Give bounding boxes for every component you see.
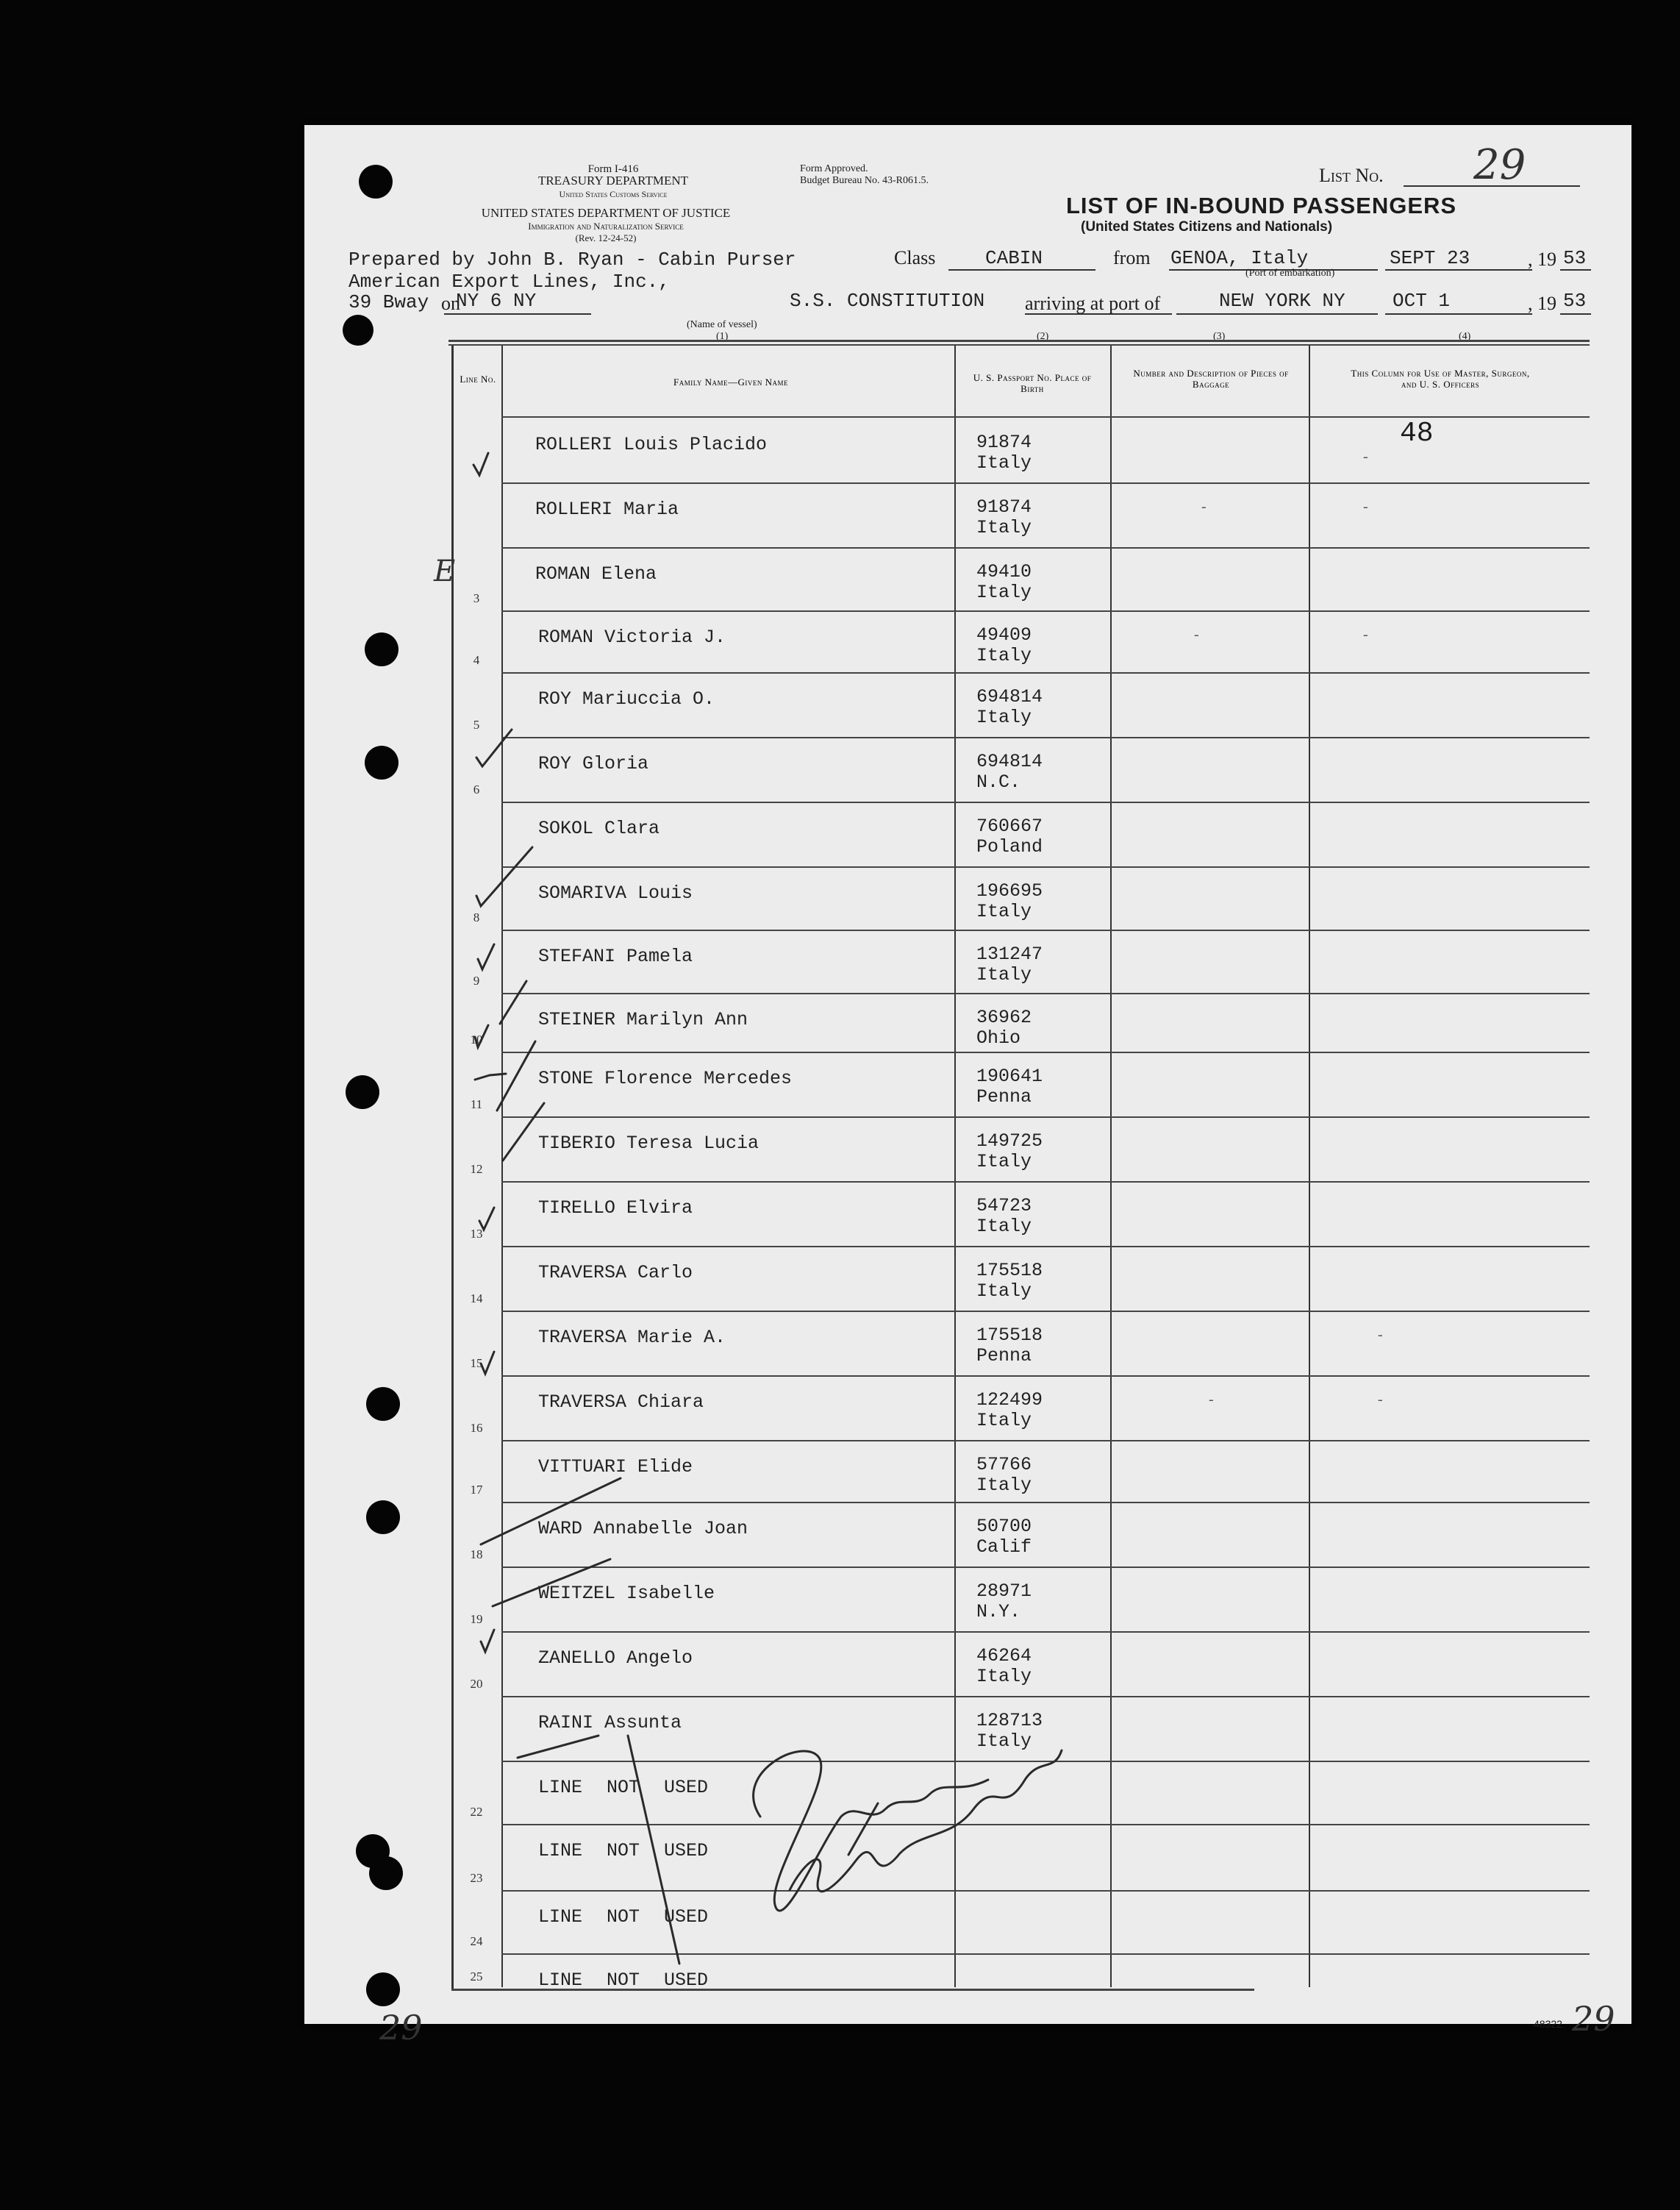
passport-number: 36962 xyxy=(976,1007,1032,1028)
officer-note: 48 xyxy=(1400,418,1434,449)
document-title: LIST OF IN-BOUND PASSENGERS xyxy=(1066,193,1457,218)
budget-bureau: Budget Bureau No. 43-R061.5. xyxy=(800,175,929,186)
ditto-dash: - xyxy=(1378,1391,1383,1408)
passport-number: 91874 xyxy=(976,432,1032,453)
passenger-name: ROLLERI Louis Placido xyxy=(535,434,768,455)
passenger-name: WARD Annabelle Joan xyxy=(538,1518,748,1539)
line-number: 13 xyxy=(470,1227,483,1241)
passenger-name: TIBERIO Teresa Lucia xyxy=(538,1133,759,1154)
passenger-name: TRAVERSA Chiara xyxy=(538,1391,704,1413)
arriving-label: arriving at port of xyxy=(1025,293,1161,314)
class-value: CABIN xyxy=(985,247,1043,269)
form-code: 48322 xyxy=(1534,2018,1562,2030)
passport-number: 190641 xyxy=(976,1066,1043,1087)
place-of-birth: N.C. xyxy=(976,771,1021,793)
ditto-dash: - xyxy=(1363,499,1368,515)
place-of-birth: Penna xyxy=(976,1086,1032,1108)
passenger-name: ROMAN Victoria J. xyxy=(538,627,726,648)
passenger-name: TRAVERSA Marie A. xyxy=(538,1327,726,1348)
line-number: 17 xyxy=(470,1483,483,1497)
col-number-3: (3) xyxy=(1213,331,1226,342)
address: NY 6 NY xyxy=(456,290,537,312)
header-officers: This Column for Use of Master, Surgeon, and U. S. Officers xyxy=(1351,368,1530,390)
customs-service: United States Customs Service xyxy=(559,189,668,199)
line-number: 22 xyxy=(470,1805,483,1819)
form-approved: Form Approved. xyxy=(800,163,868,174)
place-of-birth: Italy xyxy=(976,1216,1032,1237)
place-of-birth: Italy xyxy=(976,1280,1032,1302)
prepared-by: Prepared by John B. Ryan - Cabin Purser xyxy=(348,249,796,271)
passenger-name: SOKOL Clara xyxy=(538,818,660,839)
depart-year: 53 xyxy=(1563,247,1587,269)
arrival-date: OCT 1 xyxy=(1393,290,1451,312)
line-number: 4 xyxy=(473,653,480,667)
page-number-left: 29 xyxy=(379,2008,423,2047)
col-number-1: (1) xyxy=(716,331,729,342)
header-name: Family Name—Given Name xyxy=(673,377,788,388)
handwritten-initials: E xyxy=(434,555,456,588)
passport-number: 54723 xyxy=(976,1195,1032,1216)
line-number: 11 xyxy=(470,1097,483,1111)
document-subtitle: (United States Citizens and Nationals) xyxy=(1081,219,1333,235)
place-of-birth: Italy xyxy=(976,1666,1032,1687)
manifest-page xyxy=(304,125,1631,2047)
passport-number: 46264 xyxy=(976,1645,1032,1667)
arrival-port: NEW YORK NY xyxy=(1219,290,1345,312)
place-of-birth: Italy xyxy=(976,1730,1032,1752)
passenger-name: STEINER Marilyn Ann xyxy=(538,1009,748,1030)
line-number: 3 xyxy=(473,591,480,605)
line-number: 20 xyxy=(470,1677,483,1691)
passenger-name: SOMARIVA Louis xyxy=(538,883,693,904)
depart-year-prefix: , 19 xyxy=(1528,249,1556,270)
passport-number: 128713 xyxy=(976,1710,1043,1731)
place-of-birth: Italy xyxy=(976,964,1032,985)
passenger-name: ROY Gloria xyxy=(538,753,649,774)
place-of-birth: Italy xyxy=(976,707,1032,728)
passenger-name: TRAVERSA Carlo xyxy=(538,1262,693,1283)
ditto-dash: - xyxy=(1363,627,1368,643)
place-of-birth: Italy xyxy=(976,1475,1032,1496)
line-number: 23 xyxy=(470,1871,483,1885)
port-embark-caption: (Port of embarkation) xyxy=(1245,268,1335,279)
list-no-label: List No. xyxy=(1319,165,1384,186)
line-number: 14 xyxy=(470,1291,483,1305)
line-number: 16 xyxy=(470,1421,483,1435)
passport-number: 49409 xyxy=(976,624,1032,646)
passenger-name: STEFANI Pamela xyxy=(538,946,693,967)
passenger-name: WEITZEL Isabelle xyxy=(538,1583,715,1604)
line-number: 18 xyxy=(470,1547,483,1561)
depart-date: SEPT 23 xyxy=(1390,247,1470,269)
line-number: 15 xyxy=(470,1356,483,1370)
passport-number: 91874 xyxy=(976,496,1032,518)
line-number: 10 xyxy=(470,1033,483,1047)
passport-number: 57766 xyxy=(976,1454,1032,1475)
place-of-birth: Ohio xyxy=(976,1027,1021,1049)
line-number: 24 xyxy=(470,1934,483,1948)
ditto-dash: - xyxy=(1201,499,1207,515)
ditto-dash: - xyxy=(1378,1327,1383,1343)
place-of-birth: Penna xyxy=(976,1345,1032,1366)
passport-number: 694814 xyxy=(976,751,1043,772)
passenger-name: LINE NOT USED xyxy=(538,1840,709,1861)
form-id: Form I-416 xyxy=(587,163,639,175)
passport-number: 122499 xyxy=(976,1389,1043,1411)
col-number-4: (4) xyxy=(1459,331,1471,342)
line-number: 25 xyxy=(470,1970,483,1983)
passport-number: 175518 xyxy=(976,1260,1043,1281)
header-baggage: Number and Description of Pieces of Baggage xyxy=(1133,368,1289,390)
place-of-birth: Italy xyxy=(976,1151,1032,1172)
line-number: 12 xyxy=(470,1162,483,1176)
passenger-name: ROY Mariuccia O. xyxy=(538,688,715,710)
embark-port: GENOA, Italy xyxy=(1170,247,1309,269)
line-number: 9 xyxy=(473,974,480,988)
passport-number: 149725 xyxy=(976,1130,1043,1152)
line-number: 8 xyxy=(473,910,480,924)
place-of-birth: Poland xyxy=(976,836,1043,858)
place-of-birth: N.Y. xyxy=(976,1601,1021,1622)
passenger-name: TIRELLO Elvira xyxy=(538,1197,693,1219)
place-of-birth: Italy xyxy=(976,1410,1032,1431)
passenger-name: STONE Florence Mercedes xyxy=(538,1068,793,1089)
passenger-name: VITTUARI Elide xyxy=(538,1456,693,1478)
col-number-2: (2) xyxy=(1037,331,1049,342)
header-passport: U. S. Passport No. Place of Birth xyxy=(973,372,1092,394)
arrival-year-prefix: , 19 xyxy=(1528,293,1556,314)
vessel-caption: (Name of vessel) xyxy=(687,319,757,330)
passenger-name: LINE NOT USED xyxy=(538,1970,709,1991)
revision: (Rev. 12-24-52) xyxy=(575,232,637,243)
passport-number: 175518 xyxy=(976,1325,1043,1346)
header-line-no: Line No. xyxy=(460,374,496,385)
place-of-birth: Italy xyxy=(976,517,1032,538)
passenger-name: ROLLERI Maria xyxy=(535,499,679,520)
place-of-birth: Italy xyxy=(976,452,1032,474)
ditto-dash: - xyxy=(1194,627,1199,643)
list-no-value: 29 xyxy=(1473,141,1526,189)
place-of-birth: Italy xyxy=(976,582,1032,603)
arrival-year: 53 xyxy=(1563,290,1587,312)
passport-number: 131247 xyxy=(976,944,1043,965)
treasury-dept: TREASURY DEPARTMENT xyxy=(537,174,689,188)
passenger-name: RAINI Assunta xyxy=(538,1712,682,1733)
handwritten-signature xyxy=(304,125,1631,2024)
company-name: American Export Lines, Inc., xyxy=(348,271,670,293)
officer-dash: - xyxy=(1363,449,1368,465)
passport-number: 760667 xyxy=(976,816,1043,837)
line-number: 5 xyxy=(473,718,480,732)
line-number: 6 xyxy=(473,783,480,796)
passport-number: 50700 xyxy=(976,1516,1032,1537)
passenger-name: ZANELLO Angelo xyxy=(538,1647,693,1669)
passport-number: 196695 xyxy=(976,880,1043,902)
page-number-right: 29 xyxy=(1572,1999,1615,2039)
address-prefix: 39 Bway xyxy=(348,291,429,313)
place-of-birth: Italy xyxy=(976,645,1032,666)
vessel-name: S.S. CONSTITUTION xyxy=(790,290,985,312)
justice-dept: UNITED STATES DEPARTMENT OF JUSTICE xyxy=(481,206,731,220)
line-number: 19 xyxy=(470,1612,483,1626)
passport-number: 694814 xyxy=(976,686,1043,707)
ins-service: Immigration and Naturalization Service xyxy=(528,221,684,232)
from-label: from xyxy=(1113,247,1151,268)
passenger-name: LINE NOT USED xyxy=(538,1777,709,1798)
passenger-name: LINE NOT USED xyxy=(538,1906,709,1928)
class-label: Class xyxy=(894,247,936,268)
passport-number: 49410 xyxy=(976,561,1032,582)
passenger-name: ROMAN Elena xyxy=(535,563,657,585)
passport-number: 28971 xyxy=(976,1580,1032,1602)
ditto-dash: - xyxy=(1209,1391,1214,1408)
on-label: on xyxy=(441,293,460,314)
place-of-birth: Calif xyxy=(976,1536,1032,1558)
place-of-birth: Italy xyxy=(976,901,1032,922)
